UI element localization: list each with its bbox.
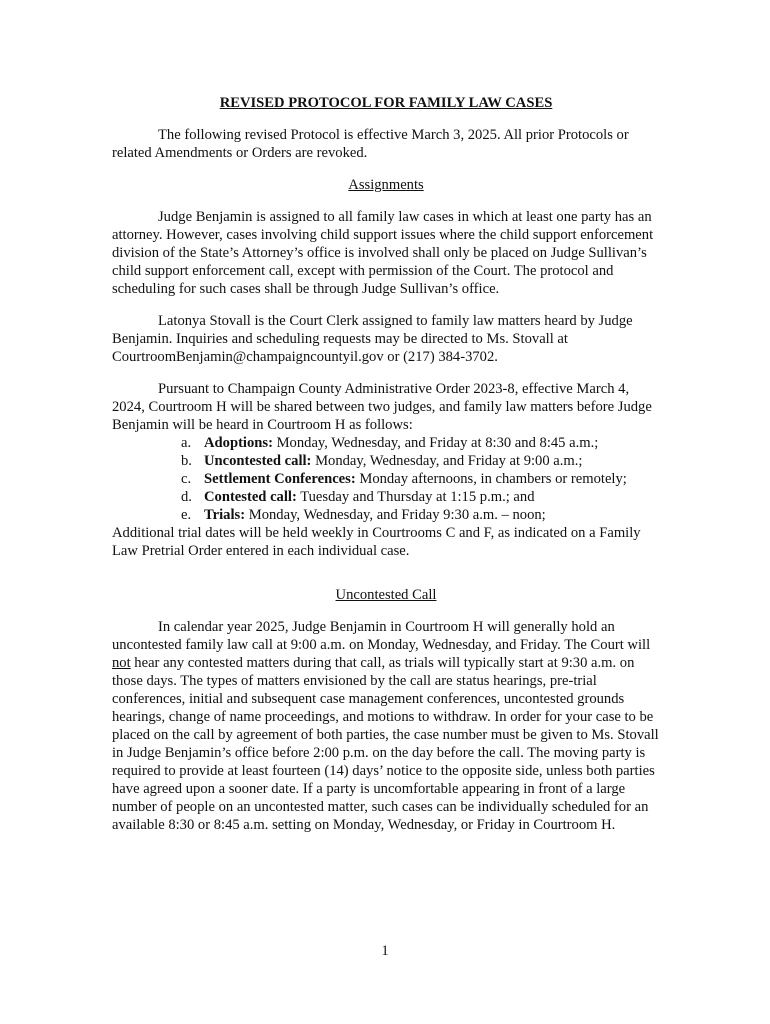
list-item: a. Adoptions: Monday, Wednesday, and Friday at 8:30 and 8:45 a.m.;: [181, 435, 599, 451]
list-item-label: Trials:: [204, 507, 246, 523]
page-number: 1: [381, 943, 389, 959]
document-page: [112, 93, 660, 848]
list-item-text: Monday afternoons, in chambers or remotely;: [355, 471, 627, 487]
list-item: c. Settlement Conferences: Monday afternoons, in chambers or remotely;: [181, 471, 627, 487]
list-item-text: Monday, Wednesday, and Friday at 8:30 and 8:45 a.m.;: [272, 435, 599, 451]
uncontested-call-heading: Uncontested Call: [335, 587, 437, 603]
list-item-label: Adoptions:: [204, 435, 273, 451]
assignments-heading: Assignments: [348, 177, 424, 193]
list-item: d. Contested call: Tuesday and Thursday at 1:15 p.m.; and: [181, 489, 535, 505]
uncontested-paragraph: In calendar year 2025, Judge Benjamin in Courtroom H will generally hold an uncontested family law call at 9:00 a.m. on Monday, Wednesday, and Friday. The Court will not hear any contested matters during that call, as trials will typically start at 9:30 a.m. on those days. The types of matters envisioned by the call are status hearings, pre-trial conferences, initial and subsequent case management conferences, uncontested grounds hearings, change of name proceedings, and motions to withdraw. In order for your case to be placed on the call by agreement of both parties, the case number must be given to Ms. Stovall in Judge Benjamin’s office before 2:00 p.m. on the day before the call. The moving party is required to provide at least fourteen (14) days’ notice to the opposite side, unless both parties have agreed upon a sooner date. If a party is uncomfortable appearing in front of a large number of people on an uncontested matter, such cases can be individually scheduled for an available 8:30 or 8:45 a.m. setting on Monday, Wednesday, or Friday in Courtroom H.: [112, 619, 659, 833]
list-item-label: Contested call:: [204, 489, 297, 505]
list-item: b. Uncontested call: Monday, Wednesday, and Friday at 9:00 a.m.;: [181, 453, 583, 469]
assignments-paragraph-1: Judge Benjamin is assigned to all family law cases in which at least one party has an attorney. However, cases involving child support issues where the child support enforcement division of the State’s Attorney’s office is involved shall only be placed on Judge Sullivan’s child support enforcement call, except with permission of the Court. The protocol and scheduling for such cases shall be through Judge Sullivan’s office.: [112, 209, 654, 297]
list-item-label: Settlement Conferences:: [204, 471, 356, 487]
list-item-label: Uncontested call:: [204, 453, 312, 469]
assignments-paragraph-3: Pursuant to Champaign County Administrative Order 2023-8, effective March 4, 2024, Courtroom H will be shared between two judges, and family law matters before Judge Benjamin will be heard in Courtroom H as follows:: [112, 381, 652, 433]
schedule-list: [112, 434, 660, 524]
after-list-paragraph: Additional trial dates will be held weekly in Courtrooms C and F, as indicated on a Family Law Pretrial Order entered in each individual case.: [112, 525, 641, 559]
list-item-text: Monday, Wednesday, and Friday 9:30 a.m. – noon;: [245, 507, 546, 523]
document-title: REVISED PROTOCOL FOR FAMILY LAW CASES: [219, 95, 553, 111]
list-item-text: Monday, Wednesday, and Friday at 9:00 a.m.;: [311, 453, 583, 469]
assignments-paragraph-2: Latonya Stovall is the Court Clerk assigned to family law matters heard by Judge Benjamin. Inquiries and scheduling requests may be directed to Ms. Stovall at CourtroomBenjamin@champaigncountyil.gov or (217) 384-3702.: [112, 313, 633, 365]
intro-paragraph: The following revised Protocol is effective March 3, 2025. All prior Protocols or related Amendments or Orders are revoked.: [112, 127, 629, 161]
list-item-text: Tuesday and Thursday at 1:15 p.m.; and: [296, 489, 535, 505]
list-item: e. Trials: Monday, Wednesday, and Friday 9:30 a.m. – noon;: [181, 507, 546, 523]
not-emphasis: not: [112, 655, 131, 671]
